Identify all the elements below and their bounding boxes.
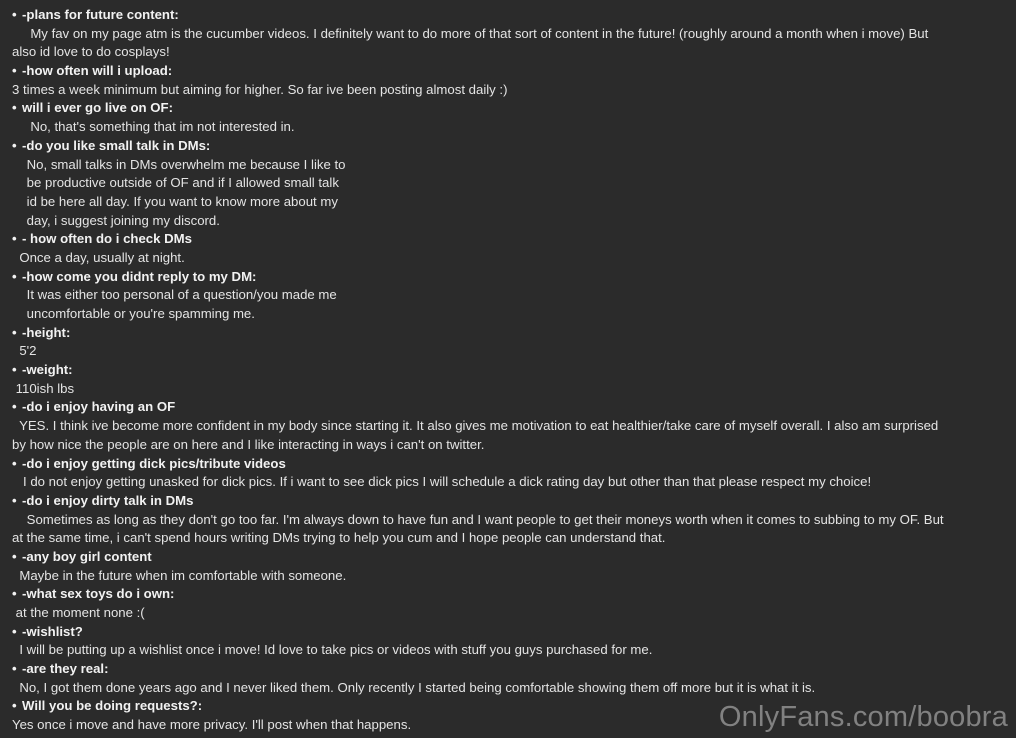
bullet-icon: • <box>12 7 17 22</box>
faq-question-text: -any boy girl content <box>22 548 152 564</box>
faq-question <box>12 398 1002 417</box>
bullet-icon: • <box>12 231 17 247</box>
faq-question-text: -do i enjoy having an OF <box>22 399 176 415</box>
faq-question <box>12 585 1002 604</box>
faq-document <box>12 6 1002 735</box>
bullet-icon: • <box>12 399 17 415</box>
bullet-icon: • <box>12 63 17 79</box>
faq-item <box>12 268 1002 324</box>
faq-question <box>12 548 1002 567</box>
faq-question <box>12 660 1002 679</box>
faq-question <box>12 62 1002 81</box>
faq-question-text: will i ever go live on OF: <box>22 100 173 116</box>
faq-question-text: -are they real: <box>22 661 109 677</box>
faq-question-text: -wishlist? <box>22 623 83 639</box>
faq-question <box>12 230 1002 249</box>
bullet-icon: • <box>12 455 17 471</box>
faq-answer-line: 5'2 <box>12 343 37 359</box>
bullet-icon: • <box>12 698 17 714</box>
faq-question-text: -how come you didnt reply to my DM: <box>22 268 257 284</box>
faq-item <box>12 6 1002 62</box>
watermark: OnlyFans.com/boobra <box>718 701 1008 733</box>
faq-answer-line: I do not enjoy getting unasked for dick pics. If i want to see dick pics I will schedule a dick rating day but other than that please respect my choice! <box>12 474 872 490</box>
faq-answer-line: No, small talks in DMs overwhelm me because I like to <box>12 156 346 172</box>
faq-question-text: -do i enjoy dirty talk in DMs <box>22 492 194 508</box>
faq-question-text: -how often will i upload: <box>22 63 173 79</box>
faq-question <box>12 268 1002 287</box>
faq-question <box>12 99 1002 118</box>
faq-answer-line: day, i suggest joining my discord. <box>12 212 220 228</box>
faq-answer-line: at the moment none :( <box>12 605 145 620</box>
faq-answer-line: Yes once i move and have more privacy. I'll post when that happens. <box>12 717 412 733</box>
bullet-icon: • <box>12 362 17 378</box>
faq-answer-line: Sometimes as long as they don't go too far. I'm always down to have fun and I want people to get their moneys worth when it comes to subbing to my OF. But <box>12 511 944 527</box>
faq-item <box>12 361 1002 398</box>
faq-question <box>12 324 1002 343</box>
bullet-icon: • <box>12 548 17 564</box>
faq-item <box>12 62 1002 99</box>
faq-answer-line: I will be putting up a wishlist once i move! Id love to take pics or videos with stuff you guys purchased for me. <box>12 642 653 658</box>
faq-item <box>12 455 1002 492</box>
faq-item <box>12 548 1002 585</box>
faq-item <box>12 137 1002 230</box>
faq-answer-line: 110ish lbs <box>12 380 75 396</box>
faq-answer-line: id be here all day. If you want to know more about my <box>12 193 338 209</box>
faq-item <box>12 585 1002 622</box>
faq-question <box>12 455 1002 474</box>
bullet-icon: • <box>12 623 17 639</box>
faq-answer-line: It was either too personal of a question/you made me <box>12 287 337 303</box>
bullet-icon: • <box>12 137 17 153</box>
faq-question <box>12 492 1002 511</box>
faq-question-text: -do you like small talk in DMs: <box>22 137 211 153</box>
faq-question <box>12 361 1002 380</box>
faq-answer-line: Once a day, usually at night. <box>12 249 185 265</box>
faq-answer-line: YES. I think ive become more confident in my body since starting it. It also gives me motivation to eat healthier/take care of myself overall. I also am surprised <box>12 418 939 434</box>
bullet-icon: • <box>12 492 17 508</box>
faq-answer-line: My fav on my page atm is the cucumber videos. I definitely want to do more of that sort of content in the future! (roughly around a month when i move) But <box>12 25 929 41</box>
faq-answer-line: also id love to do cosplays! <box>12 44 170 60</box>
bullet-icon: • <box>12 586 17 602</box>
faq-item <box>12 660 1002 697</box>
faq-question-text: -plans for future content: <box>22 7 179 22</box>
faq-question <box>12 623 1002 642</box>
faq-question <box>12 137 1002 156</box>
faq-item <box>12 492 1002 548</box>
faq-question <box>12 6 1002 25</box>
bullet-icon: • <box>12 661 17 677</box>
bullet-icon: • <box>12 268 17 284</box>
faq-answer-line: No, that's something that im not interested in. <box>12 119 295 135</box>
faq-answer-line: by how nice the people are on here and I like interacting in ways i can't on twitter. <box>12 436 485 452</box>
bullet-icon: • <box>12 100 17 116</box>
faq-question-text: -weight: <box>22 362 73 378</box>
faq-question-text: -height: <box>22 324 71 340</box>
faq-answer-line: at the same time, i can't spend hours writing DMs trying to help you cum and I hope people can understand that. <box>12 530 666 546</box>
faq-answer-line: be productive outside of OF and if I allowed small talk <box>12 175 339 191</box>
faq-item <box>12 623 1002 660</box>
faq-item <box>12 230 1002 267</box>
faq-item <box>12 398 1002 454</box>
faq-item <box>12 99 1002 136</box>
faq-answer-line: 3 times a week minimum but aiming for higher. So far ive been posting almost daily :) <box>12 81 508 97</box>
faq-answer-line: uncomfortable or you're spamming me. <box>12 306 255 321</box>
faq-item <box>12 324 1002 361</box>
faq-answer-line: No, I got them done years ago and I never liked them. Only recently I started being comfortable showing them off more but it is what it is. <box>12 679 816 695</box>
bullet-icon: • <box>12 324 17 340</box>
faq-question-text: -do i enjoy getting dick pics/tribute videos <box>22 455 286 471</box>
faq-question-text: -what sex toys do i own: <box>22 586 175 602</box>
faq-answer-line: Maybe in the future when im comfortable with someone. <box>12 567 347 583</box>
faq-question-text: Will you be doing requests?: <box>22 698 203 714</box>
faq-question-text: - how often do i check DMs <box>22 231 192 247</box>
